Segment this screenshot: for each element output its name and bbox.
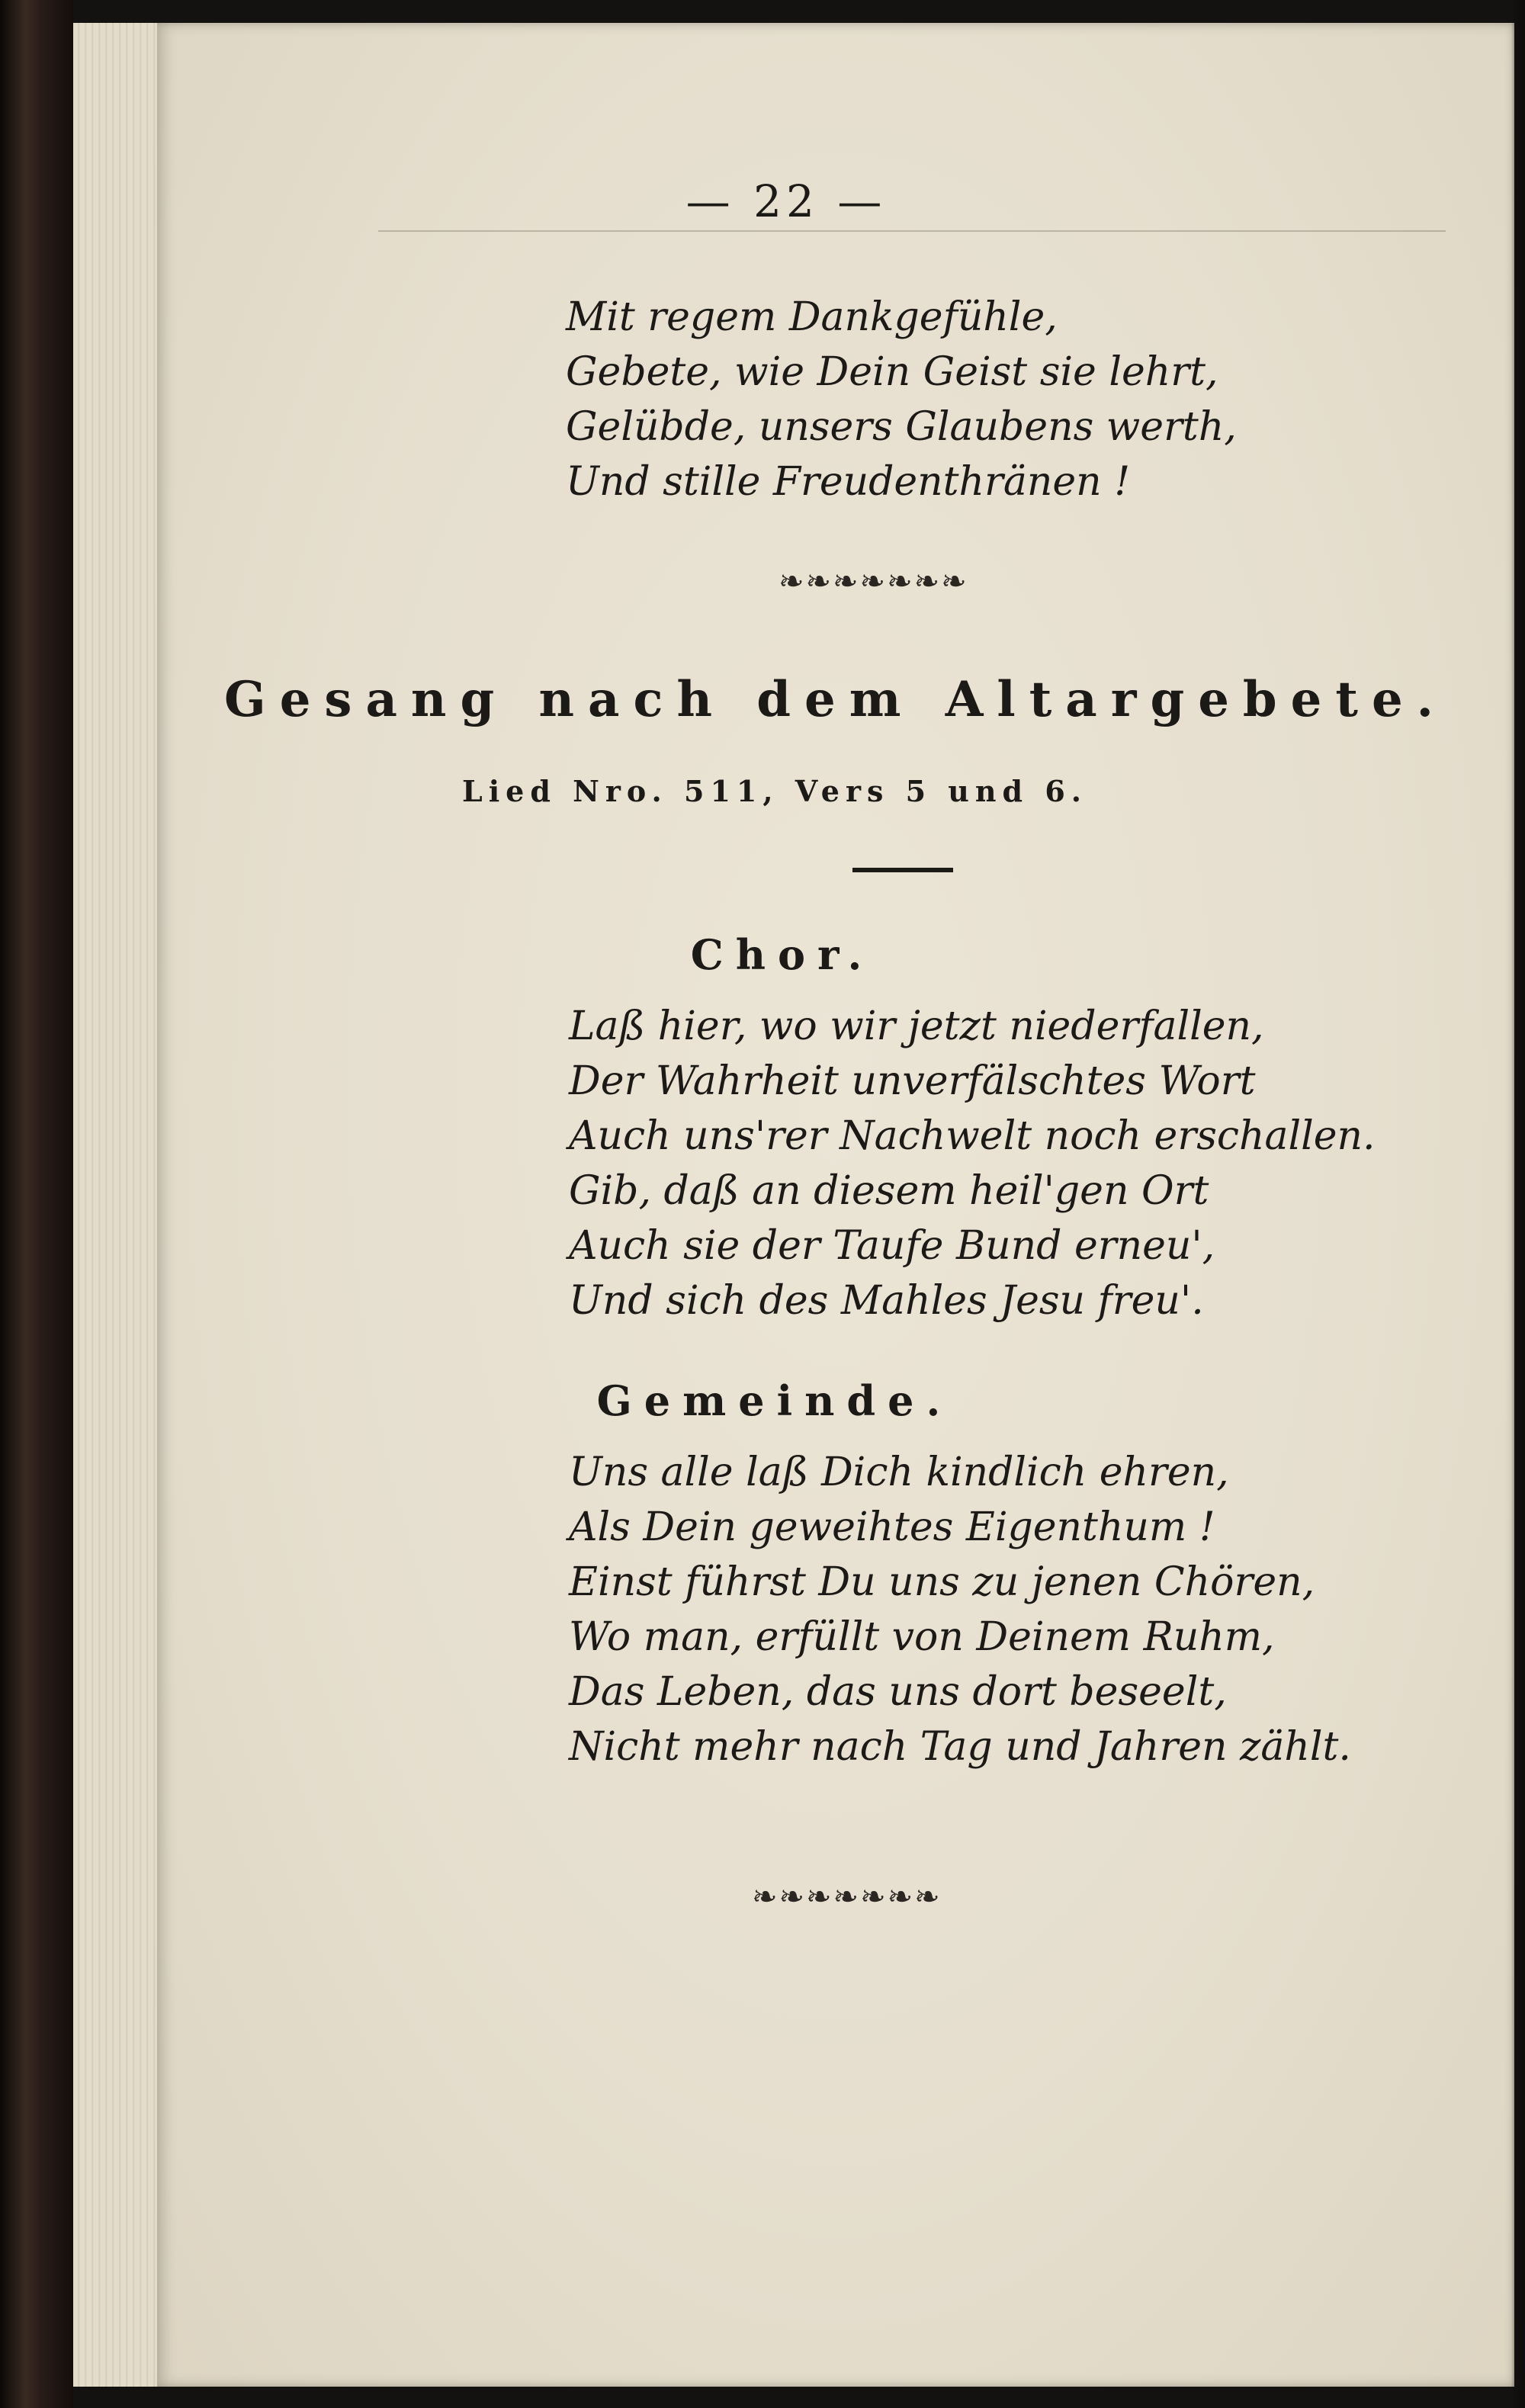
ornament-divider-bottom: ❧❧❧❧❧❧❧ — [752, 1880, 942, 1915]
page-stack-edge — [73, 23, 166, 2387]
header-rule — [378, 230, 1446, 232]
hymn-subtitle: Lied Nro. 511, Vers 5 und 6. — [461, 774, 1087, 808]
choir-line: Und sich des Mahles Jesu freu'. — [569, 1278, 1204, 1324]
stanza-line: Gelübde, unsers Glaubens werth, — [566, 404, 1237, 450]
congregation-line: Nicht mehr nach Tag und Jahren zählt. — [569, 1724, 1351, 1770]
opening-stanza — [566, 290, 1237, 509]
congregation-line: Einst führst Du uns zu jenen Chören, — [569, 1559, 1315, 1605]
congregation-line: Wo man, erfüllt von Deinem Ruhm, — [569, 1614, 1275, 1660]
short-rule — [852, 868, 953, 872]
stanza-line: Mit regem Dankgefühle, — [566, 294, 1058, 340]
book-spine-edge — [0, 0, 73, 2408]
congregation-stanza — [569, 1445, 1351, 1774]
right-shadow-edge — [1511, 0, 1525, 2408]
congregation-line: Als Dein geweihtes Eigenthum ! — [569, 1504, 1215, 1550]
congregation-line: Das Leben, das uns dort beseelt, — [569, 1669, 1227, 1715]
choir-line: Laß hier, wo wir jetzt niederfallen, — [569, 1003, 1264, 1049]
stanza-line: Gebete, wie Dein Geist sie lehrt, — [566, 349, 1218, 395]
choir-line: Gib, daß an diesem heil'gen Ort — [569, 1168, 1209, 1214]
book-page — [157, 23, 1514, 2387]
choir-stanza — [569, 999, 1376, 1328]
choir-line: Der Wahrheit unverfälschtes Wort — [569, 1058, 1256, 1104]
page-number: — 22 — — [685, 175, 887, 227]
choir-line: Auch sie der Taufe Bund erneu', — [569, 1223, 1215, 1269]
choir-heading: Chor. — [690, 930, 875, 979]
congregation-heading: Gemeinde. — [596, 1376, 953, 1425]
hymn-title: Gesang nach dem Altargebete. — [224, 671, 1447, 728]
ornament-divider-top: ❧❧❧❧❧❧❧ — [779, 564, 968, 599]
stanza-line: Und stille Freudenthränen ! — [566, 459, 1131, 505]
choir-line: Auch uns'rer Nachwelt noch erschallen. — [569, 1113, 1376, 1159]
congregation-line: Uns alle laß Dich kindlich ehren, — [569, 1450, 1229, 1495]
